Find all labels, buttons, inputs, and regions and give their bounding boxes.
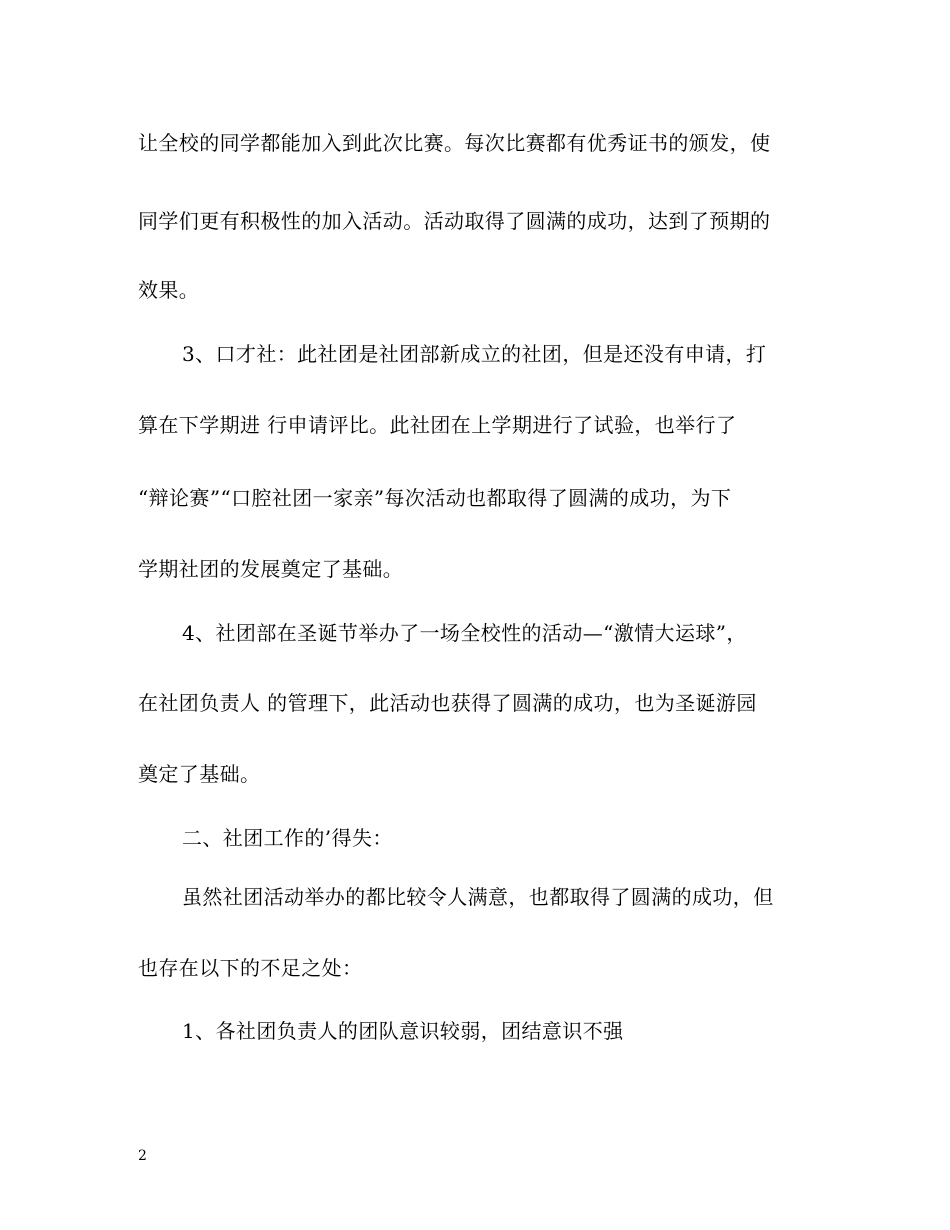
paragraph-line: 算在下学期进 行申请评比。此社团在上学期进行了试验，也举行了 [138,413,737,437]
paragraph-line: 也存在以下的不足之处： [138,956,363,980]
page-number: 2 [138,1148,147,1164]
paragraph-line: 同学们更有积极性的加入活动。活动取得了圆满的成功，达到了预期的 [138,209,771,233]
section-heading: 二、社团工作的’得失： [182,826,393,850]
paragraph-line: 效果。 [138,278,200,302]
paragraph-line: 让全校的同学都能加入到此次比赛。每次比赛都有优秀证书的颁发，使 [138,131,771,155]
paragraph-line: “辩论赛”“口腔社团一家亲”每次活动也都取得了圆满的成功，为下 [138,486,732,510]
paragraph-line: 1、各社团负责人的团队意识较弱，团结意识不强 [182,1019,624,1043]
paragraph-line: 奠定了基础。 [138,762,261,786]
paragraph-line: 虽然社团活动举办的都比较令人满意，也都取得了圆满的成功，但 [182,885,774,909]
paragraph-line: 4、社团部在圣诞节举办了一场全校性的活动—“激情大运球”， [182,621,747,645]
paragraph-line: 在社团负责人 的管理下，此活动也获得了圆满的成功，也为圣诞游园 [138,691,757,715]
paragraph-line: 3、口才社：此社团是社团部新成立的社团，但是还没有申请，打 [182,342,767,366]
paragraph-line: 学期社团的发展奠定了基础。 [138,557,404,581]
